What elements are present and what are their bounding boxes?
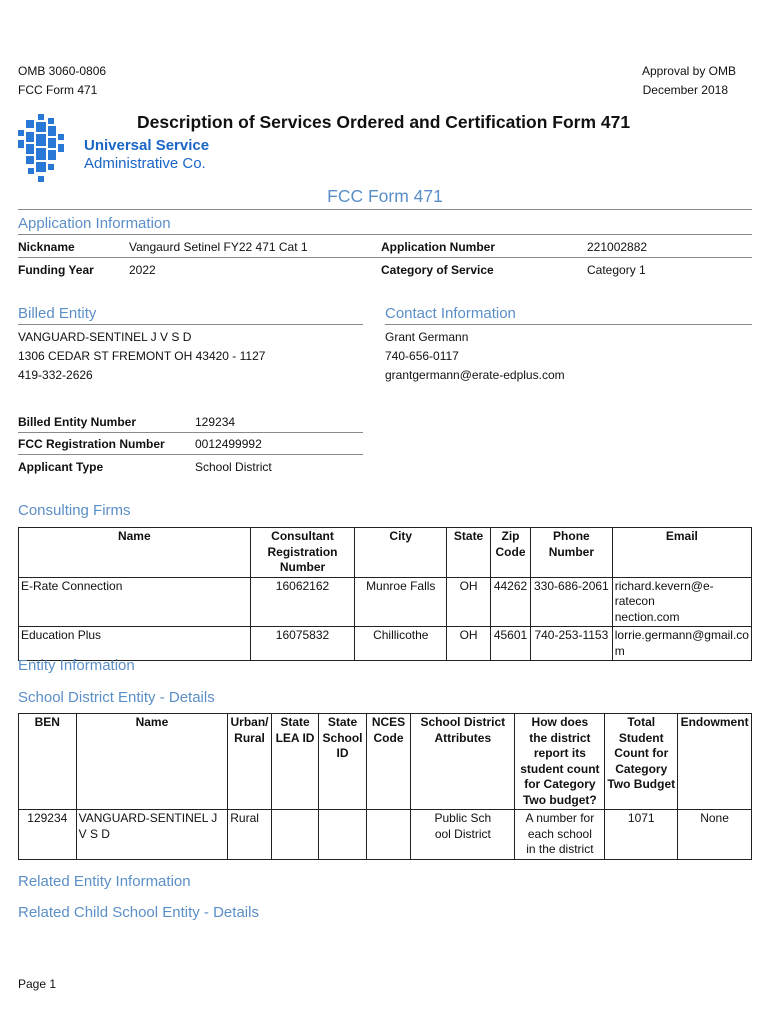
firm-phone: 330-686-2061 (531, 577, 613, 627)
divider (18, 324, 363, 325)
col-name-header: Name (76, 714, 228, 810)
divider (18, 432, 363, 433)
consulting-section-title: Consulting Firms (18, 502, 131, 519)
entity-section-title: Entity Information (18, 657, 135, 674)
firm-email: lorrie.germann@gmail.co m (612, 627, 751, 661)
firm-registration: 16075832 (250, 627, 355, 661)
firm-city: Munroe Falls (355, 577, 447, 627)
related-section-title: Related Entity Information (18, 873, 191, 890)
school-district-table (18, 713, 752, 860)
col-school-id-header: State School ID (319, 714, 367, 810)
divider (18, 209, 752, 210)
col-endowment-header: Endowment (678, 714, 752, 810)
entity-school-id (319, 810, 367, 860)
entity-lea-id (271, 810, 319, 860)
firm-state: OH (447, 577, 491, 627)
billed-entity-phone: 419-332-2626 (18, 368, 93, 382)
page-title: Description of Services Ordered and Certification Form 471 (137, 112, 631, 132)
firm-phone: 740-253-1153 (531, 627, 613, 661)
logo-line2: Administrative Co. (84, 155, 206, 172)
contact-section-title: Contact Information (385, 305, 516, 322)
col-email-header: Email (612, 528, 751, 578)
ben-value: 129234 (195, 415, 236, 429)
school-district-subsection-title: School District Entity - Details (18, 689, 215, 706)
application-section-title: Application Information (18, 215, 171, 232)
table-row (19, 577, 752, 627)
related-child-subsection-title: Related Child School Entity - Details (18, 904, 259, 921)
approval-date: December 2018 (642, 83, 728, 97)
entity-attributes: Public Sch ool District (411, 810, 515, 860)
entity-report-method: A number for each school in the district (515, 810, 605, 860)
firm-name: Education Plus (19, 627, 251, 661)
contact-name: Grant Germann (385, 330, 469, 344)
ben-label: Billed Entity Number (18, 415, 137, 429)
col-ben-header: BEN (19, 714, 77, 810)
firm-city: Chillicothe (355, 627, 447, 661)
nickname-label: Nickname (18, 240, 75, 254)
usac-logo-icon (16, 112, 66, 186)
category-value: Category 1 (587, 263, 646, 277)
col-nces-header: NCES Code (366, 714, 410, 810)
entity-name: VANGUARD-SENTINEL J V S D (76, 810, 228, 860)
contact-phone: 740-656-0117 (385, 349, 459, 363)
firm-registration: 16062162 (250, 577, 355, 627)
omb-number: OMB 3060-0806 (18, 64, 107, 78)
billed-entity-name: VANGUARD-SENTINEL J V S D (18, 330, 192, 344)
col-urban-header: Urban/ Rural (228, 714, 271, 810)
omb-approval: Approval by OMB (641, 64, 736, 78)
form-heading: FCC Form 471 (327, 186, 443, 206)
divider (18, 257, 752, 258)
firm-zip: 45601 (491, 627, 531, 661)
entity-endowment: None (678, 810, 752, 860)
col-zip-header: Zip Code (491, 528, 531, 578)
applicant-type-value: School District (195, 460, 272, 474)
entity-ben: 129234 (19, 810, 77, 860)
col-state-header: State (447, 528, 491, 578)
firm-name: E-Rate Connection (19, 577, 251, 627)
col-lea-header: State LEA ID (271, 714, 319, 810)
entity-urban-rural: Rural (228, 810, 271, 860)
consulting-firms-table (18, 527, 752, 661)
col-attributes-header: School District Attributes (411, 714, 515, 810)
billed-entity-section-title: Billed Entity (18, 305, 97, 322)
page-number: Page 1 (18, 977, 57, 991)
funding-year-label: Funding Year (18, 263, 94, 277)
table-row (19, 627, 752, 661)
entity-total-count: 1071 (605, 810, 678, 860)
fcc-reg-label: FCC Registration Number (18, 437, 165, 451)
table-header-row (19, 714, 752, 810)
applicant-type-label: Applicant Type (18, 460, 104, 474)
application-number-value: 221002882 (587, 240, 648, 254)
divider (385, 324, 752, 325)
contact-email: grantgermann@erate-edplus.com (385, 368, 565, 382)
col-name-header: Name (19, 528, 251, 578)
entity-nces-code (366, 810, 410, 860)
col-report-method-header: How does the district report its student count for Category Two budget? (515, 714, 605, 810)
nickname-value: Vangaurd Setinel FY22 471 Cat 1 (129, 240, 308, 254)
divider (18, 234, 752, 235)
col-phone-header: Phone Number (531, 528, 613, 578)
divider (18, 454, 363, 455)
col-total-count-header: Total Student Count for Category Two Budget (605, 714, 678, 810)
table-header-row (19, 528, 752, 578)
category-label: Category of Service (381, 263, 494, 277)
firm-zip: 44262 (491, 577, 531, 627)
fcc-reg-value: 0012499992 (195, 437, 262, 451)
firm-state: OH (447, 627, 491, 661)
logo-line1: Universal Service (84, 137, 210, 154)
funding-year-value: 2022 (129, 263, 156, 277)
application-number-label: Application Number (381, 240, 496, 254)
table-row (19, 810, 752, 860)
form-reference: FCC Form 471 (18, 83, 98, 97)
col-registration-header: Consultant Registration Number (250, 528, 355, 578)
billed-entity-address: 1306 CEDAR ST FREMONT OH 43420 - 1127 (18, 349, 266, 363)
firm-email: richard.kevern@e-ratecon nection.com (612, 577, 751, 627)
col-city-header: City (355, 528, 447, 578)
